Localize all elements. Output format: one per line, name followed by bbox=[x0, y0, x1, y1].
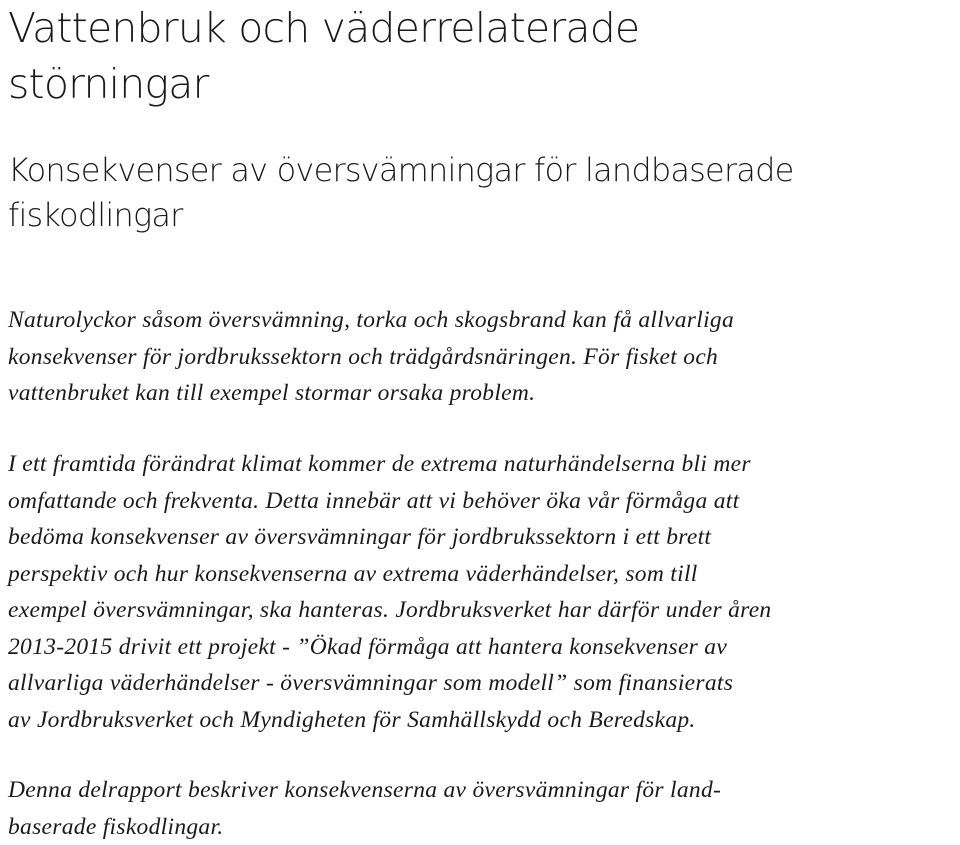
paragraph-line: allvarliga väderhändelser - översvämningar som modell” som finansierats bbox=[8, 665, 771, 702]
paragraph-line: vattenbruket kan till exempel stormar orsaka problem. bbox=[8, 375, 734, 412]
paragraph-line: konsekvenser för jordbrukssektorn och trädgårdsnäringen. För fisket och bbox=[8, 339, 734, 376]
subtitle-line: Konsekvenser av översvämningar för landbaserade bbox=[8, 148, 794, 193]
paragraph-line: av Jordbruksverket och Myndigheten för Samhällskydd och Beredskap. bbox=[8, 702, 771, 739]
title-line: störningar bbox=[8, 56, 958, 112]
subtitle-line: fiskodlingar bbox=[8, 193, 794, 238]
document-page bbox=[8, 0, 958, 112]
paragraph-report-description bbox=[8, 772, 721, 845]
paragraph-project bbox=[8, 446, 771, 738]
paragraph-line: Denna delrapport beskriver konsekvenserna av översvämningar för land- bbox=[8, 772, 721, 809]
paragraph-line: Naturolyckor såsom översvämning, torka och skogsbrand kan få allvarliga bbox=[8, 302, 734, 339]
paragraph-line: bedöma konsekvenser av översvämningar för jordbrukssektorn i ett brett bbox=[8, 519, 771, 556]
page-title bbox=[8, 0, 958, 112]
paragraph-line: exempel översvämningar, ska hanteras. Jordbruksverket har därför under åren bbox=[8, 592, 771, 629]
paragraph-line: baserade fiskodlingar. bbox=[8, 809, 721, 845]
page-subtitle bbox=[8, 148, 794, 238]
paragraph-line: I ett framtida förändrat klimat kommer de extrema naturhändelserna bli mer bbox=[8, 446, 771, 483]
paragraph-intro bbox=[8, 302, 734, 412]
title-line: Vattenbruk och väderrelaterade bbox=[8, 0, 958, 56]
paragraph-line: perspektiv och hur konsekvenserna av extrema väderhändelser, som till bbox=[8, 556, 771, 593]
paragraph-line: omfattande och frekventa. Detta innebär att vi behöver öka vår förmåga att bbox=[8, 483, 771, 520]
paragraph-line: 2013-2015 drivit ett projekt - ”Ökad förmåga att hantera konsekvenser av bbox=[8, 629, 771, 666]
